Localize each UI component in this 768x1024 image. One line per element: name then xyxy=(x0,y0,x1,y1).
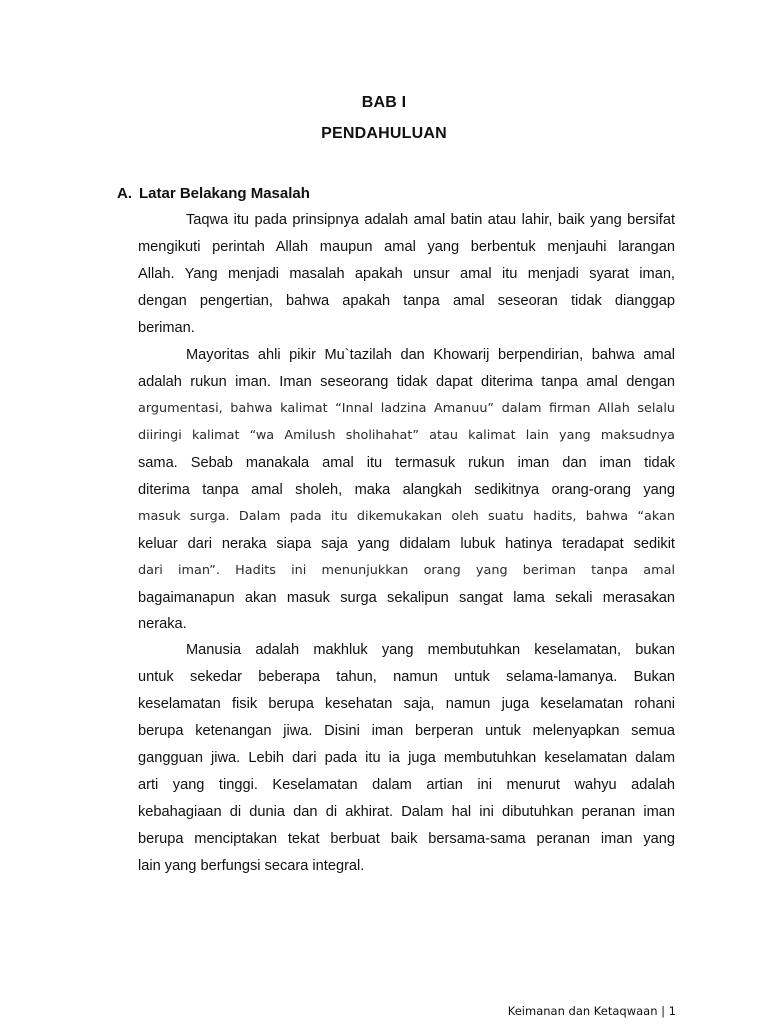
section-title: Latar Belakang Masalah xyxy=(139,185,310,202)
section-heading xyxy=(117,185,310,202)
paragraph-line: Taqwa itu pada prinsipnya adalah amal batin atau lahir, baik yang bersifat xyxy=(186,212,675,228)
chapter-number: BAB I xyxy=(361,94,407,111)
paragraph-line: untuk sekedar beberapa tahun, namun untuk selama-lamanya. Bukan xyxy=(138,669,675,685)
paragraph-line: neraka. xyxy=(138,616,187,632)
paragraph-line: arti yang tinggi. Keselamatan dalam artian ini menurut wahyu adalah xyxy=(138,777,675,793)
chapter-title: PENDAHULUAN xyxy=(321,125,447,142)
paragraph-line: argumentasi, bahwa kalimat “Innal ladzina Amanuu” dalam firman Allah selalu xyxy=(138,401,675,416)
paragraph-line: sama. Sebab manakala amal itu termasuk rukun iman dan iman tidak xyxy=(138,455,675,471)
paragraph-line: lain yang berfungsi secara integral. xyxy=(138,858,365,874)
paragraph-line: masuk surga. Dalam pada itu dikemukakan oleh suatu hadits, bahwa “akan xyxy=(138,509,675,524)
paragraph-line: berupa menciptakan tekat berbuat baik bersama-sama peranan iman yang xyxy=(138,831,675,847)
section-letter: A. xyxy=(117,185,132,202)
paragraph-line: diiringi kalimat “wa Amilush sholihahat” atau kalimat lain yang maksudnya xyxy=(138,428,675,443)
paragraph-line: beriman. xyxy=(138,320,195,336)
paragraph-line: diterima tanpa amal sholeh, maka alangkah sedikitnya orang-orang yang xyxy=(138,482,675,498)
paragraph-line: Mayoritas ahli pikir Mu`tazilah dan Khowarij berpendirian, bahwa amal xyxy=(186,347,675,363)
paragraph-line: gangguan jiwa. Lebih dari pada itu ia juga membutuhkan keselamatan dalam xyxy=(138,750,675,766)
paragraph-line: berupa ketenangan jiwa. Disini iman berperan untuk melenyapkan semua xyxy=(138,723,675,739)
page-footer: Keimanan dan Ketaqwaan | 1 xyxy=(507,1004,676,1018)
paragraph-line: dari iman”. Hadits ini menunjukkan orang yang beriman tanpa amal xyxy=(138,563,675,578)
paragraph-line: keselamatan fisik berupa kesehatan saja, namun juga keselamatan rohani xyxy=(138,696,675,712)
paragraph-line: mengikuti perintah Allah maupun amal yang berbentuk menjauhi larangan xyxy=(138,239,675,255)
paragraph-line: adalah rukun iman. Iman seseorang tidak dapat diterima tanpa amal dengan xyxy=(138,374,675,390)
paragraph-line: bagaimanapun akan masuk surga sekalipun sangat lama sekali merasakan xyxy=(138,590,675,606)
paragraph-line: Allah. Yang menjadi masalah apakah unsur amal itu menjadi syarat iman, xyxy=(138,266,675,282)
paragraph-line: keluar dari neraka siapa saja yang didalam lubuk hatinya teradapat sedikit xyxy=(138,536,675,552)
paragraph-line: kebahagiaan di dunia dan di akhirat. Dalam hal ini dibutuhkan peranan iman xyxy=(138,804,675,820)
paragraph-line: dengan pengertian, bahwa apakah tanpa amal seseoran tidak dianggap xyxy=(138,293,675,309)
paragraph-line: Manusia adalah makhluk yang membutuhkan keselamatan, bukan xyxy=(186,642,675,658)
